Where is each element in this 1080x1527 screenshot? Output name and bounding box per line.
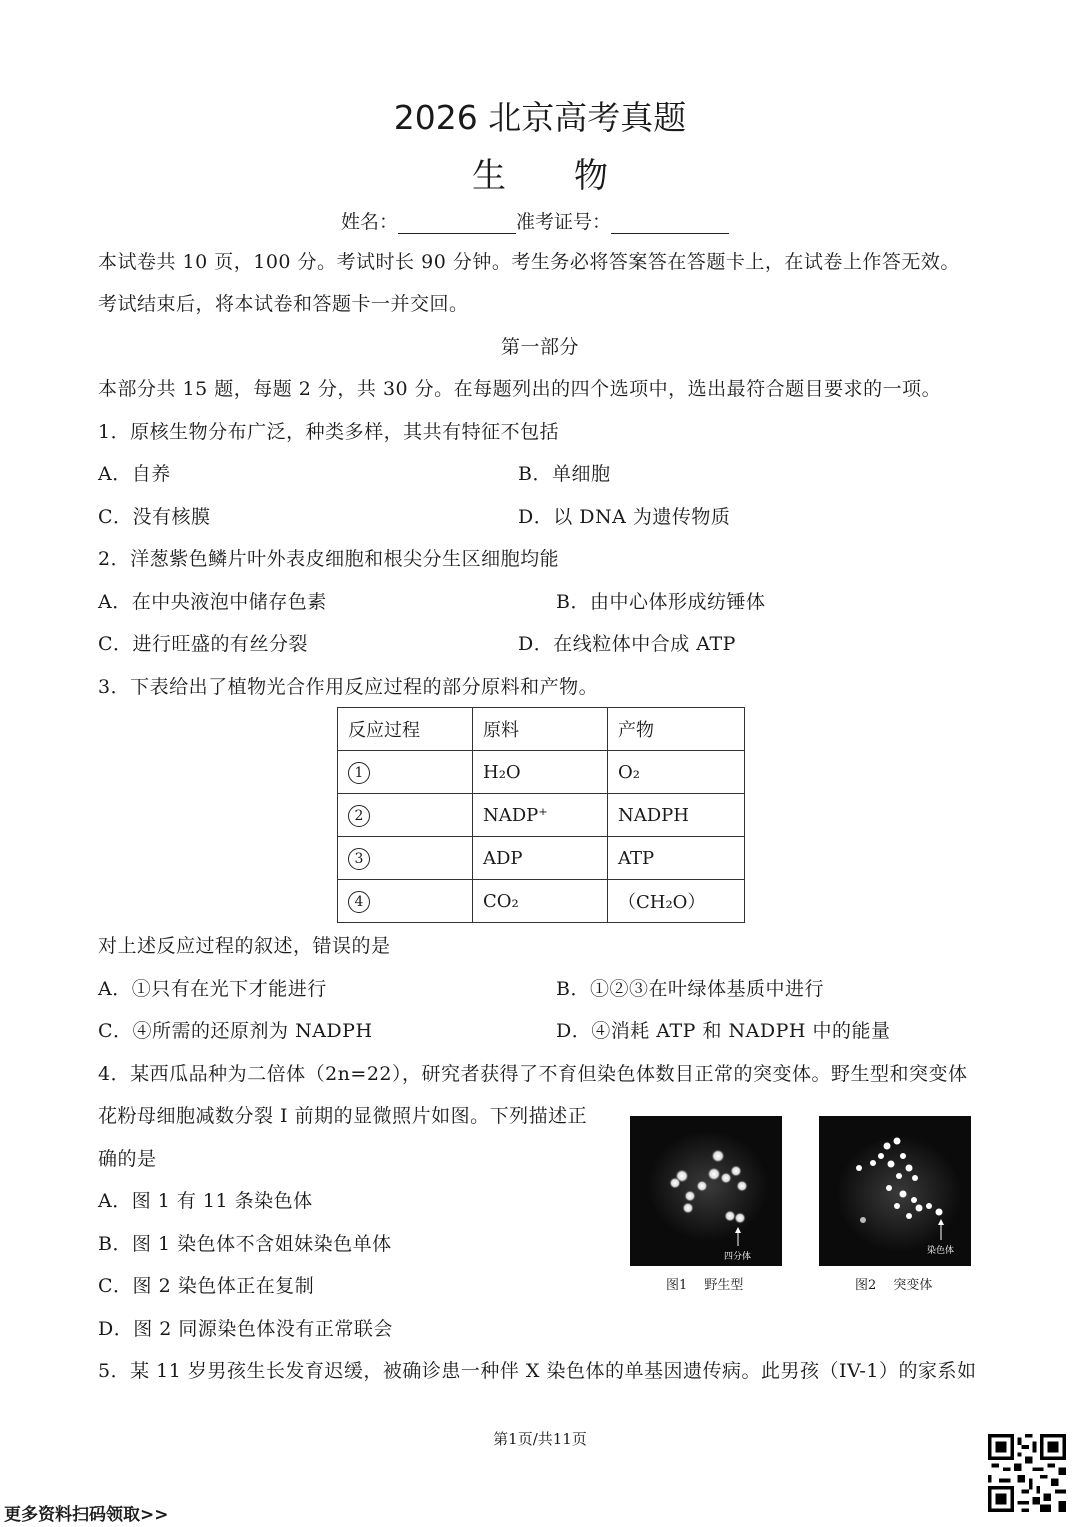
subject-title: 生 物 — [472, 156, 608, 196]
promo-link[interactable]: 更多资料扫码领取>> — [4, 1505, 169, 1525]
id-label: 准考证号： — [516, 211, 612, 233]
table-header-cell: 原料 — [473, 708, 608, 751]
table-row — [338, 837, 745, 880]
q4-option-b: B．图 1 染色体不含姐妹染色单体 — [98, 1233, 392, 1255]
page-title: 2026 北京高考真题 — [393, 98, 687, 137]
q2-option-a: A．在中央液泡中储存色素 — [98, 591, 327, 613]
wild-type-chromosomes — [630, 1116, 782, 1266]
raw-cell: ADP — [473, 837, 608, 880]
product-cell: O₂ — [608, 751, 745, 794]
raw-cell: NADP⁺ — [473, 794, 608, 837]
product-cell: ATP — [608, 837, 745, 880]
q4-stem-2: 花粉母细胞减数分裂 I 前期的显微照片如图。下列描述正 — [98, 1105, 588, 1127]
q3-option-d: D．④消耗 ATP 和 NADPH 中的能量 — [556, 1020, 891, 1042]
qr-code-icon[interactable] — [988, 1434, 1066, 1512]
q3-stem: 3．下表给出了植物光合作用反应过程的部分原料和产物。 — [98, 676, 599, 698]
q4-stem-1: 4．某西瓜品种为二倍体（2n=22），研究者获得了不育但染色体数目正常的突变体。野生型和突变体 — [98, 1063, 968, 1085]
part-instructions: 本部分共 15 题，每题 2 分，共 30 分。在每题列出的四个选项中，选出最符合题目要求的一项。 — [98, 378, 942, 400]
raw-cell: H₂O — [473, 751, 608, 794]
q3-option-b: B．①②③在叶绿体基质中进行 — [556, 978, 824, 1000]
q5-stem: 5．某 11 岁男孩生长发育迟缓，被确诊患一种伴 X 染色体的单基因遗传病。此男孩（IV-1）的家系如 — [98, 1360, 977, 1382]
step-number: 3 — [348, 848, 370, 870]
q1-stem: 1．原核生物分布广泛，种类多样，其共有特征不包括 — [98, 421, 560, 443]
table-row — [338, 751, 745, 794]
q3-option-a: A．①只有在光下才能进行 — [98, 978, 327, 1000]
candidate-info — [341, 207, 729, 234]
fig2-caption: 图2 突变体 — [855, 1278, 933, 1293]
intro-line-1: 本试卷共 10 页，100 分。考试时长 90 分钟。考生务必将答案答在答题卡上，在试卷上作答无效。 — [98, 251, 960, 273]
table-header-cell: 产物 — [608, 708, 745, 751]
step-cell — [338, 794, 473, 837]
step-number: 4 — [348, 891, 370, 913]
q2-option-c: C．进行旺盛的有丝分裂 — [98, 633, 309, 655]
table-header-cell: 反应过程 — [338, 708, 473, 751]
step-cell — [338, 880, 473, 923]
intro-line-2: 考试结束后，将本试卷和答题卡一并交回。 — [98, 293, 469, 315]
page-number: 第1页/共11页 — [493, 1430, 587, 1448]
product-cell: （CH₂O） — [608, 880, 745, 923]
q2-option-d: D．在线粒体中合成 ATP — [518, 633, 736, 655]
product-cell: NADPH — [608, 794, 745, 837]
name-blank — [398, 215, 516, 234]
micrograph-wild-type — [630, 1116, 782, 1266]
fig2-arrow-label: 染色体 — [927, 1246, 955, 1256]
reaction-table — [337, 707, 745, 923]
q4-option-a: A．图 1 有 11 条染色体 — [98, 1190, 313, 1212]
q1-option-d: D．以 DNA 为遗传物质 — [518, 506, 731, 528]
q3-option-c: C．④所需的还原剂为 NADPH — [98, 1020, 373, 1042]
q4-option-d: D．图 2 同源染色体没有正常联会 — [98, 1318, 393, 1340]
step-cell — [338, 837, 473, 880]
name-label: 姓名： — [341, 211, 399, 233]
q1-option-b: B．单细胞 — [518, 463, 611, 485]
id-blank — [611, 215, 729, 234]
step-number: 2 — [348, 805, 370, 827]
q1-option-c: C．没有核膜 — [98, 506, 211, 528]
step-number: 1 — [348, 762, 370, 784]
q2-option-b: B．由中心体形成纺锤体 — [556, 591, 766, 613]
q3-question: 对上述反应过程的叙述，错误的是 — [98, 935, 391, 957]
q2-stem: 2．洋葱紫色鳞片叶外表皮细胞和根尖分生区细胞均能 — [98, 548, 560, 570]
fig1-arrow-label: 四分体 — [724, 1252, 752, 1262]
fig1-caption: 图1 野生型 — [666, 1278, 744, 1293]
q4-option-c: C．图 2 染色体正在复制 — [98, 1275, 315, 1297]
micrograph-mutant — [819, 1116, 971, 1266]
raw-cell: CO₂ — [473, 880, 608, 923]
table-row — [338, 794, 745, 837]
q4-stem-3: 确的是 — [98, 1148, 157, 1170]
table-row — [338, 880, 745, 923]
step-cell — [338, 751, 473, 794]
part-heading: 第一部分 — [500, 336, 579, 358]
table-header-row — [338, 708, 745, 751]
q1-option-a: A．自养 — [98, 463, 171, 485]
